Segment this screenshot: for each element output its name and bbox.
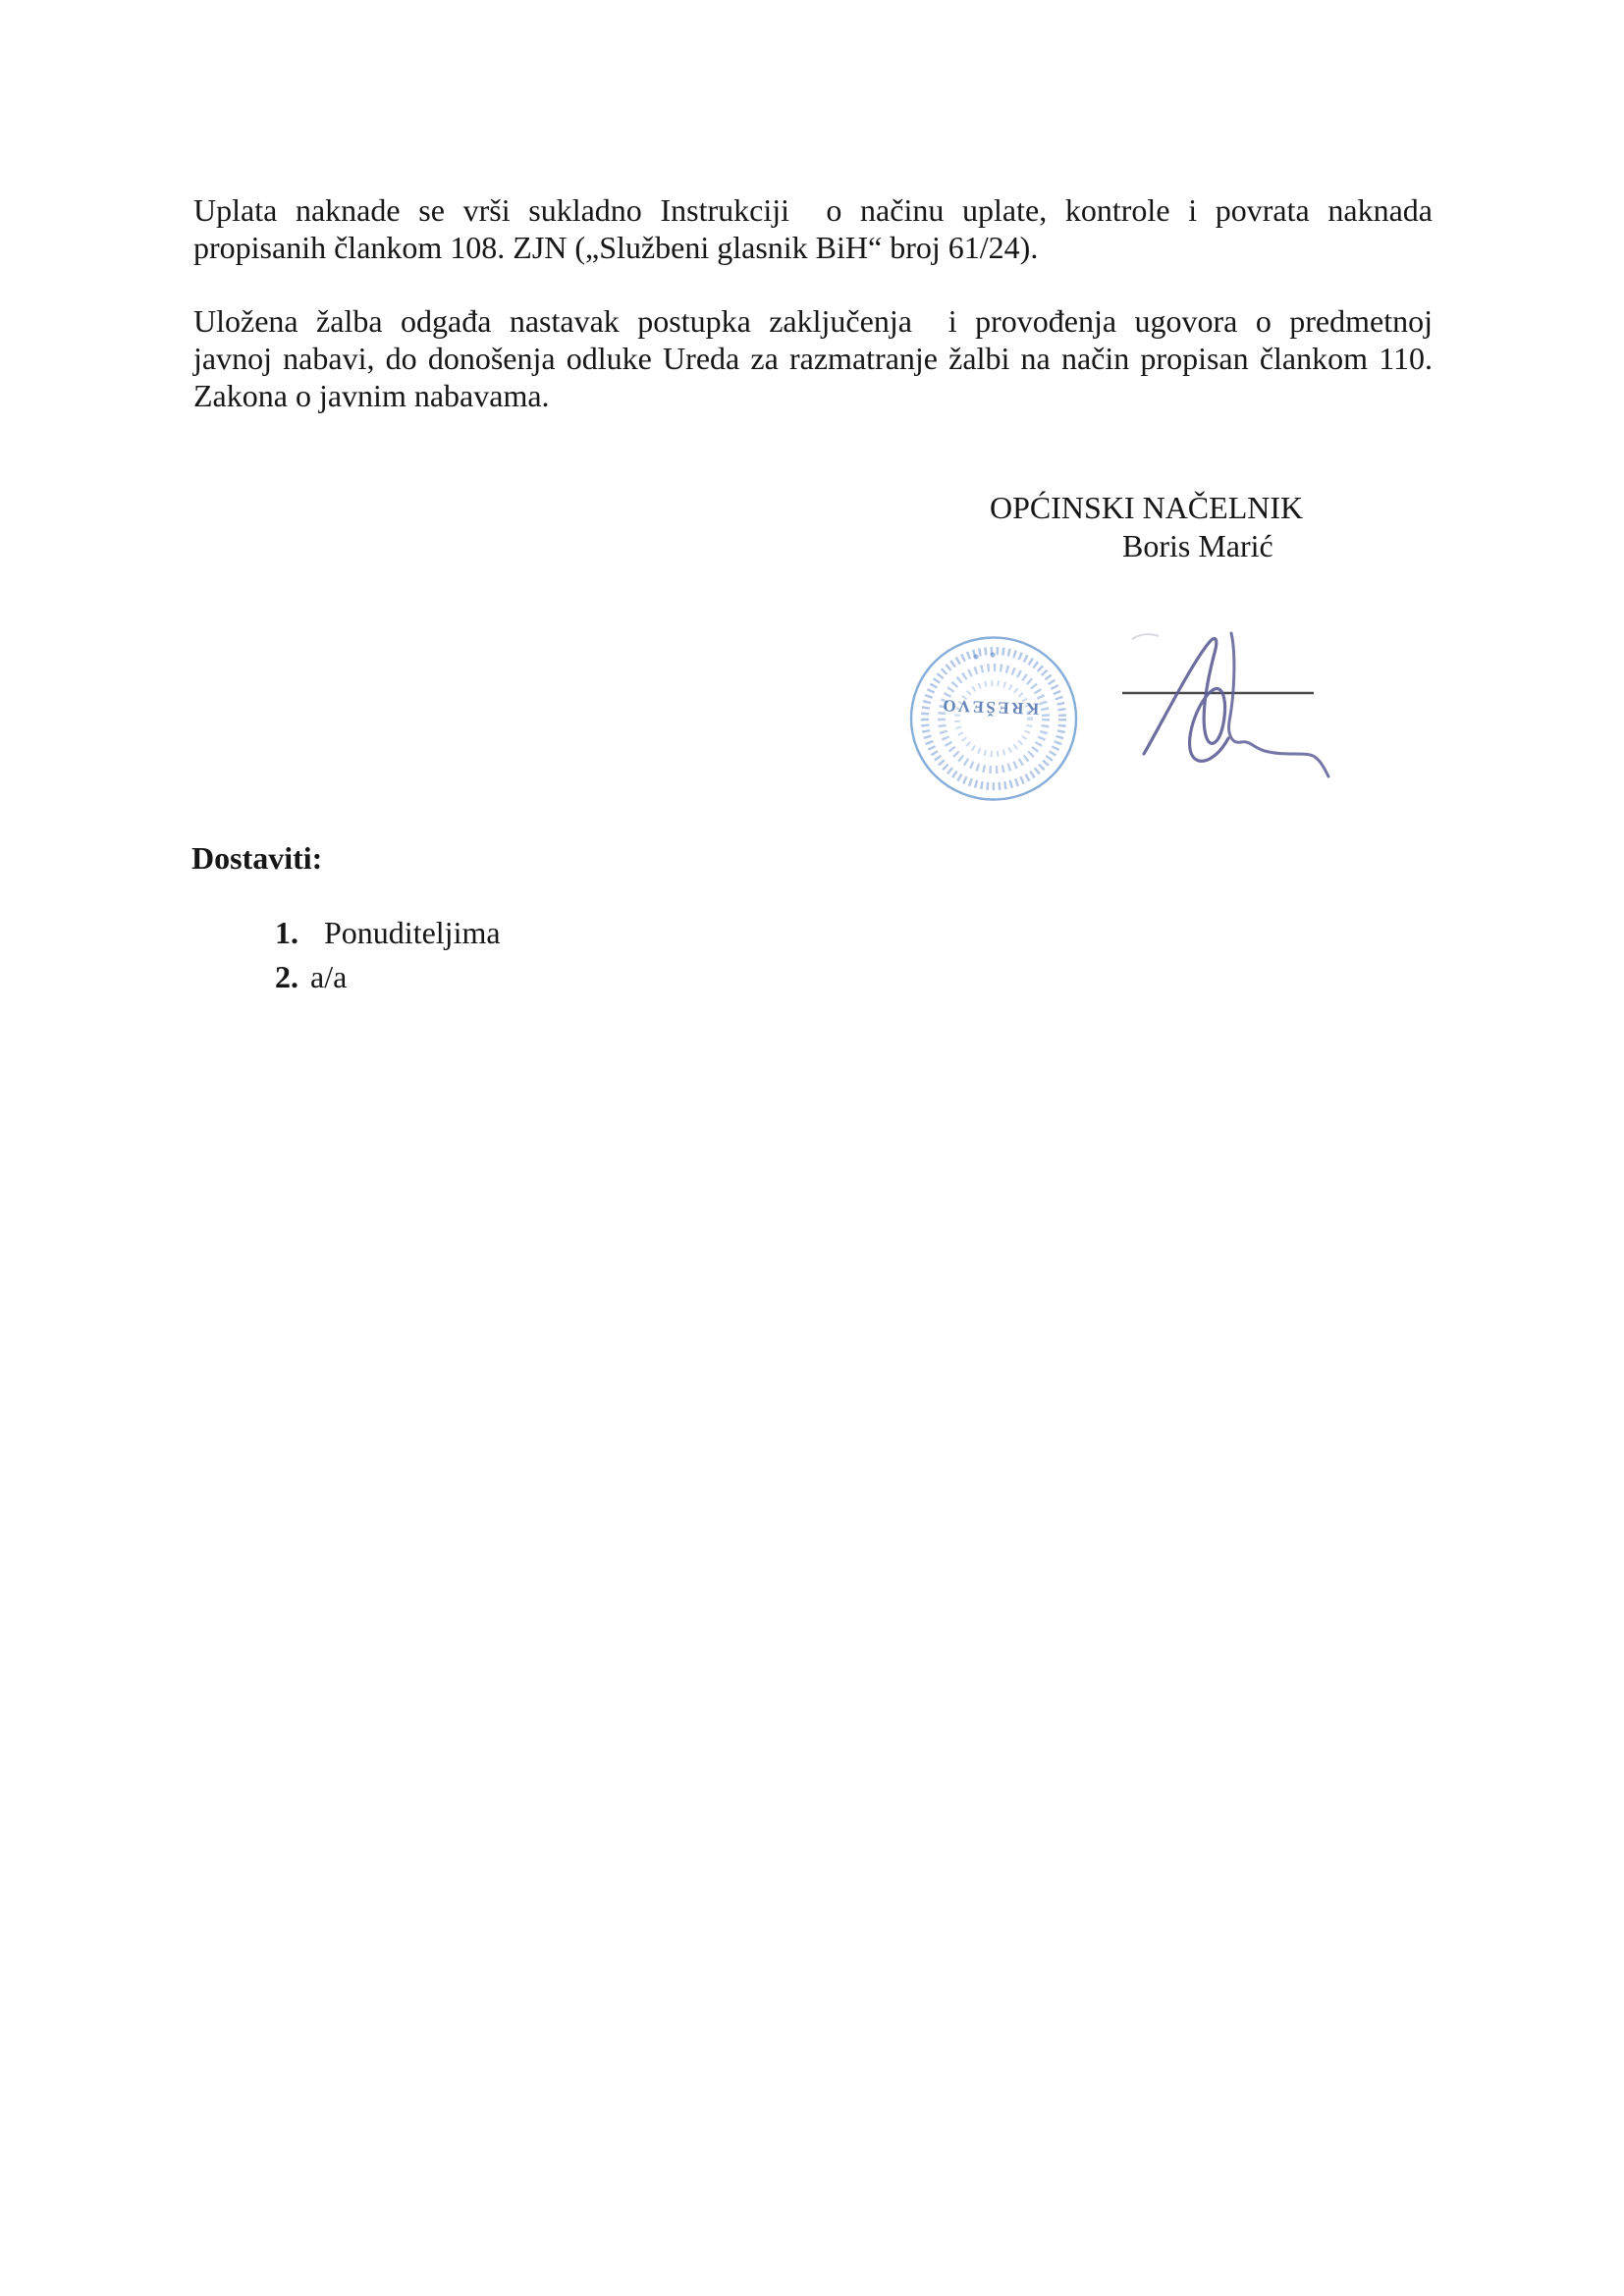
stamp-separator-dot — [990, 652, 995, 657]
paragraph-1 — [193, 191, 1433, 266]
signature-ink-loop — [1144, 638, 1228, 761]
signature-ink-tail — [1229, 633, 1328, 776]
signatory-name: Boris Marić — [1122, 528, 1273, 563]
stamp-separator-dot — [973, 654, 978, 659]
text-line: Uplata naknade se vrši sukladno Instrukciji o načinu uplate, kontrole i povrata naknada — [193, 192, 1433, 228]
item-number: 2. — [275, 959, 298, 994]
item-number: 1. — [275, 915, 298, 950]
signature-stray-mark — [1132, 634, 1159, 639]
item-label: a/a — [310, 959, 348, 994]
distribution-item — [244, 921, 347, 1033]
signatory-title: OPĆINSKI NAČELNIK — [990, 490, 1304, 525]
stamp-image — [907, 634, 1080, 803]
text-line: javnoj nabavi, do donošenja odluke Ureda za razmatranje žalbi na način propisan člankom 110. — [193, 341, 1433, 376]
paragraph-2 — [193, 302, 1433, 414]
text-line: Uložena žalba odgađa nastavak postupka zaključenja i provođenja ugovora o predmetnoj — [193, 303, 1433, 339]
text-line: propisanih člankom 108. ZJN („Službeni glasnik BiH“ broj 61/24). — [193, 230, 1039, 265]
distribution-heading: Dostaviti: — [191, 840, 323, 876]
stamp-outer-ring — [911, 638, 1076, 800]
text-line: Zakona o javnim nabavama. — [193, 378, 550, 413]
stamp-center-text: KREŠEVO — [940, 696, 1040, 719]
signature-image — [1105, 614, 1340, 790]
item-label: Ponuditeljima — [324, 915, 501, 950]
